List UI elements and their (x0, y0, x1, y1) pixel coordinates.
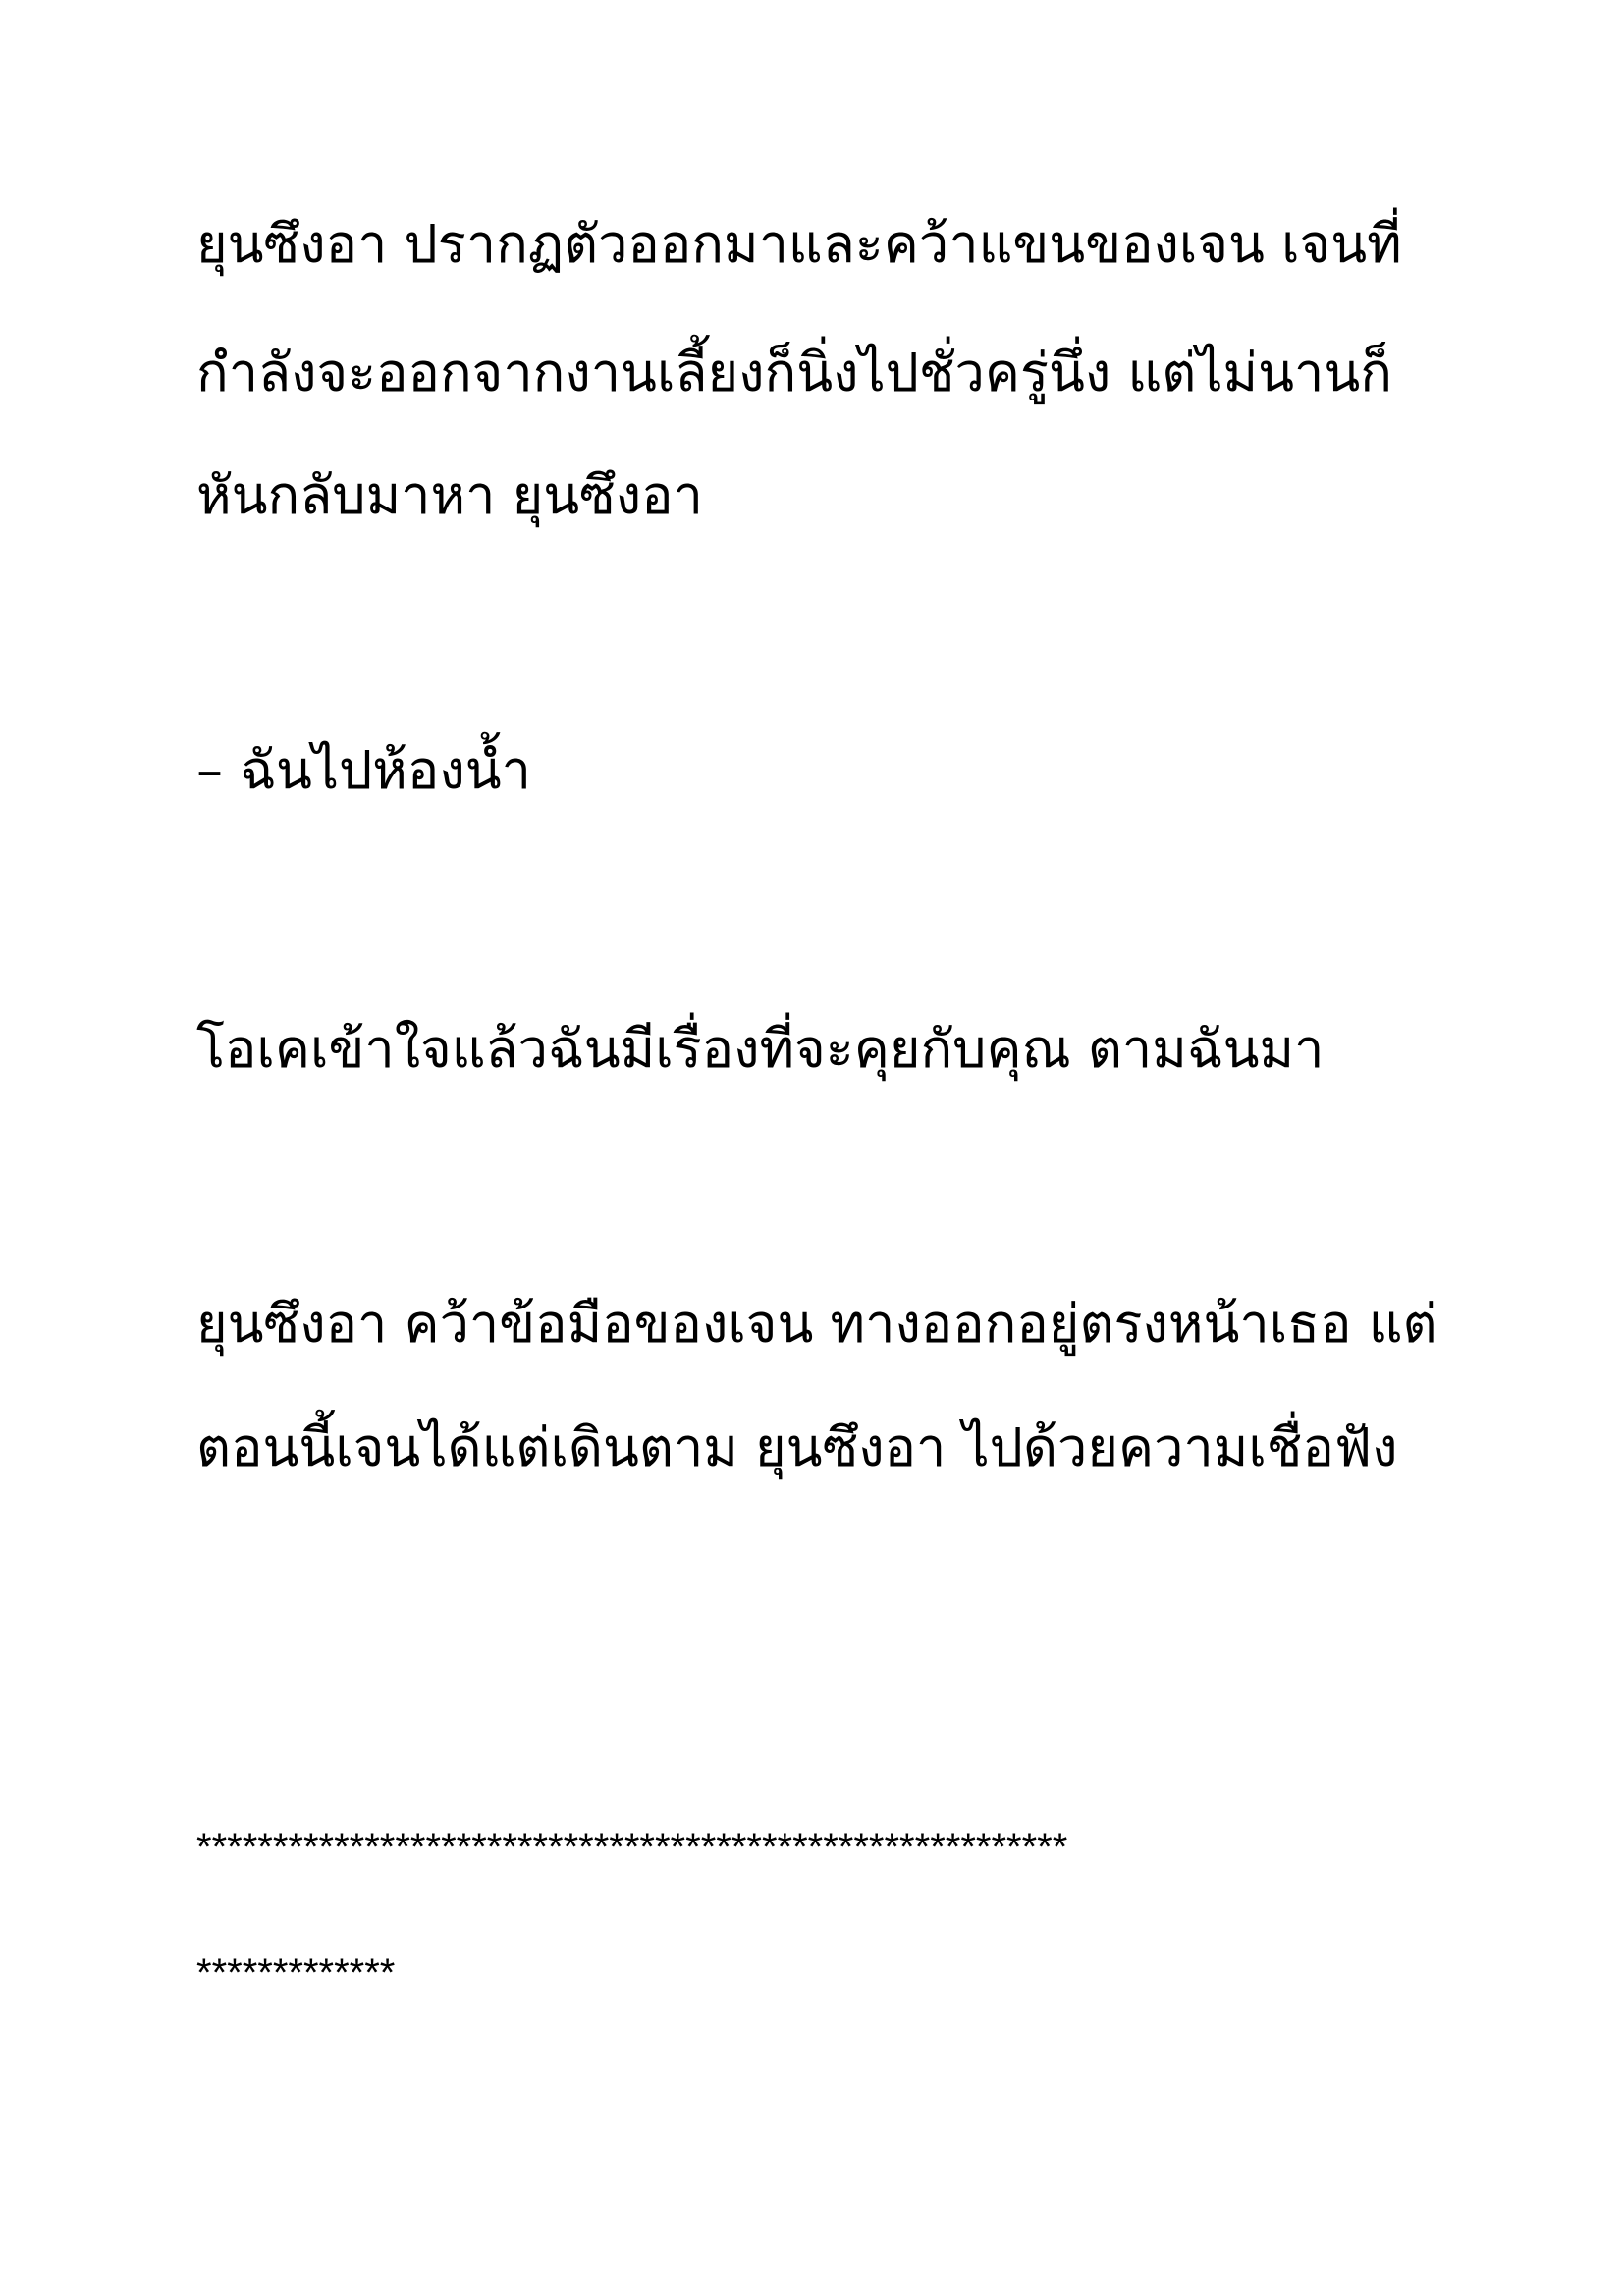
separator-line: ************* (196, 1951, 396, 1995)
text-line: ยุนซึงอา ปรากฏตัวออกมาและคว้าแขนของเจน เจนที่ (196, 213, 1402, 275)
text-line: ตอนนี้เจนได้แต่เดินตาม ยุนซึงอา ไปด้วยความเชื่อฟัง (196, 1416, 1398, 1478)
text-line: หันกลับมาหา ยุนซึงอา (196, 464, 703, 526)
text-line: ยุนซึงอา คว้าข้อมือของเจน ทางออกอยู่ตรงหน้าเธอ แต่ (196, 1293, 1437, 1355)
text-line: – ฉันไปห้องน้ำ (196, 739, 531, 801)
text-line: โอเคเข้าใจแล้วฉันมีเรื่องที่จะคุยกับคุณ ตามฉันมา (196, 1018, 1325, 1080)
separator-line: ********************************************************* (196, 1826, 1068, 1869)
text-line: กำลังจะออกจากงานเลี้ยงก็นิ่งไปชั่วครู่นึ่ง แต่ไม่นานก็ (196, 342, 1392, 403)
